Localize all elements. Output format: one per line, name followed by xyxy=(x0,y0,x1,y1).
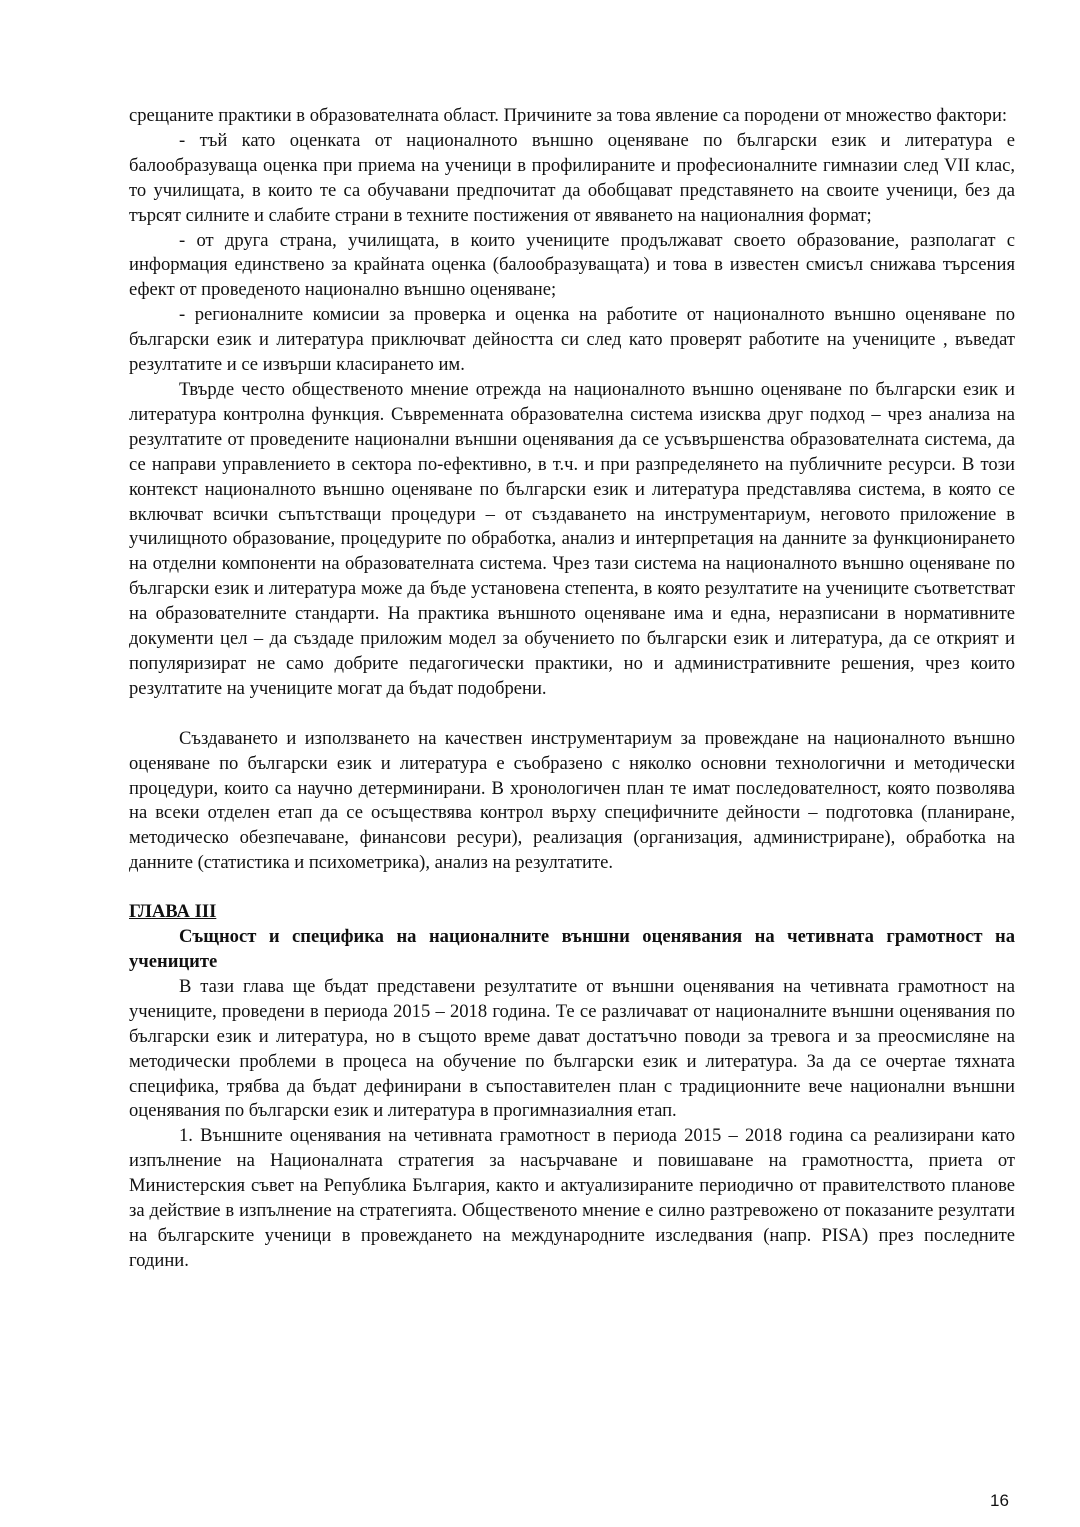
chapter-paragraph-strategy: 1. Външните оценявания на четивната грамотност в периода 2015 – 2018 година са реализирани като изпълнение на Националната стратегия за насърчаване и повишаване на грамотността, приета от Министерския съвет на Република България, както и актуализираните периодично от правителството планове за действие в изпълнение на стратегията. Общественото мнение е силно разтревожено от показаните резултати на българските ученици в провеждането на международните изследвания (напр. PISA) през последните години. xyxy=(129,1125,1015,1271)
chapter-subtitle: Същност и специфика на националните външни оценявания на четивната грамотност на учениците xyxy=(129,926,1015,972)
chapter-paragraph-intro: В тази глава ще бъдат представени резултатите от външни оценявания на четивната грамотност на учениците, проведени в периода 2015 – 2018 година. Те се различават от националните външни оценявания по български език и литература, но в същото време дават достатъчно поводи за тревога и за преосмисляне на методически проблеми в процеса на обучение по български език и литература. За да се очертае тяхната специфика, трябва да бъдат дефинирани в съпоставителен план с традиционните вече национални външни оценявания по български език и литература в прогимназиалния етап. xyxy=(129,975,1015,1122)
paragraph-factor-2: - от друга страна, училищата, в които учениците продължават своето образование, разполагат с информация единствено за крайната оценка (балообразуващата) и това в известен смисъл снижава търсения ефект от проведеното национално външно оценяване; xyxy=(129,229,1015,301)
paragraph-public-opinion: Твърде често общественото мнение отрежда на националното външно оценяване по български език и литература контролна функция. Съвременната образователна система изисква друг подход – чрез анализа на резултатите от проведените национални външни оценявания да се усъвършенства образователната система, да се направи управлението в сектора по-ефективно, в т.ч. и при разпределянето на публичните ресурси. В този контекст националното външно оценяване по български език и литература представлява система, в която се включват всички съпътстващи процедури – от създаването на инструментариум, неговото приложение в училищното образование, процедурите по обработка, анализ и интерпретация на данните за функционирането на отделни компоненти на образователната система. Чрез тази система на националното външно оценяване по български език и литература може да бъде установена степента, в която резултатите на учениците съответстват на образователните стандарти. На практика външното оценяване има и една, неразписани в нормативните документи цел – да създаде приложим модел за обучението по български език и литература, да се открият и популяризират не само добрите педагогически практики, но и административните решения, чрез които резултатите на учениците могат да бъдат подобрени. xyxy=(129,378,1015,699)
paragraph-continued: срещаните практики в образователната област. Причините за това явление са породени от множество фактори: xyxy=(129,105,1008,126)
chapter-heading: ГЛАВА III xyxy=(129,901,217,923)
page-number: 16 xyxy=(990,1491,1009,1510)
paragraph-spacer xyxy=(129,702,1015,727)
paragraph-instrumentarium: Създаването и използването на качествен инструментариум за провеждане на националното външно оценяване по български език и литература е съобразено с няколко основни технологични и методически процедури, които са научно детерминирани. В хронологичен план те имат последователност, която позволява на всеки отделен етап да се осъществява контрол върху специфичните дейности – подготовка (планиране, методическо обезпечаване, финансови ресури), реализация (организация, администриране), обработка на данните (статистика и психометрика), анализ на резултатите. xyxy=(129,727,1015,874)
section-spacer xyxy=(129,876,1015,900)
paragraph-factor-1: - тъй като оценката от националното външно оценяване по български език и литература е балообразуваща оценка при приема на ученици в профилираните и професионалните гимназии след VII клас, то училищата, в които те са обучавани предпочитат да обобщават представянето на своите ученици, без да търсят силните и слабите страни в техните постижения от явяването на националния формат; xyxy=(129,129,1015,226)
document-page xyxy=(129,104,1015,1274)
paragraph-factor-3: - регионалните комисии за проверка и оценка на работите от националното външно оценяване по български език и литература приключват дейността си след като проверят работите на учениците , въведат резултатите и се извърши класирането им. xyxy=(129,304,1015,376)
